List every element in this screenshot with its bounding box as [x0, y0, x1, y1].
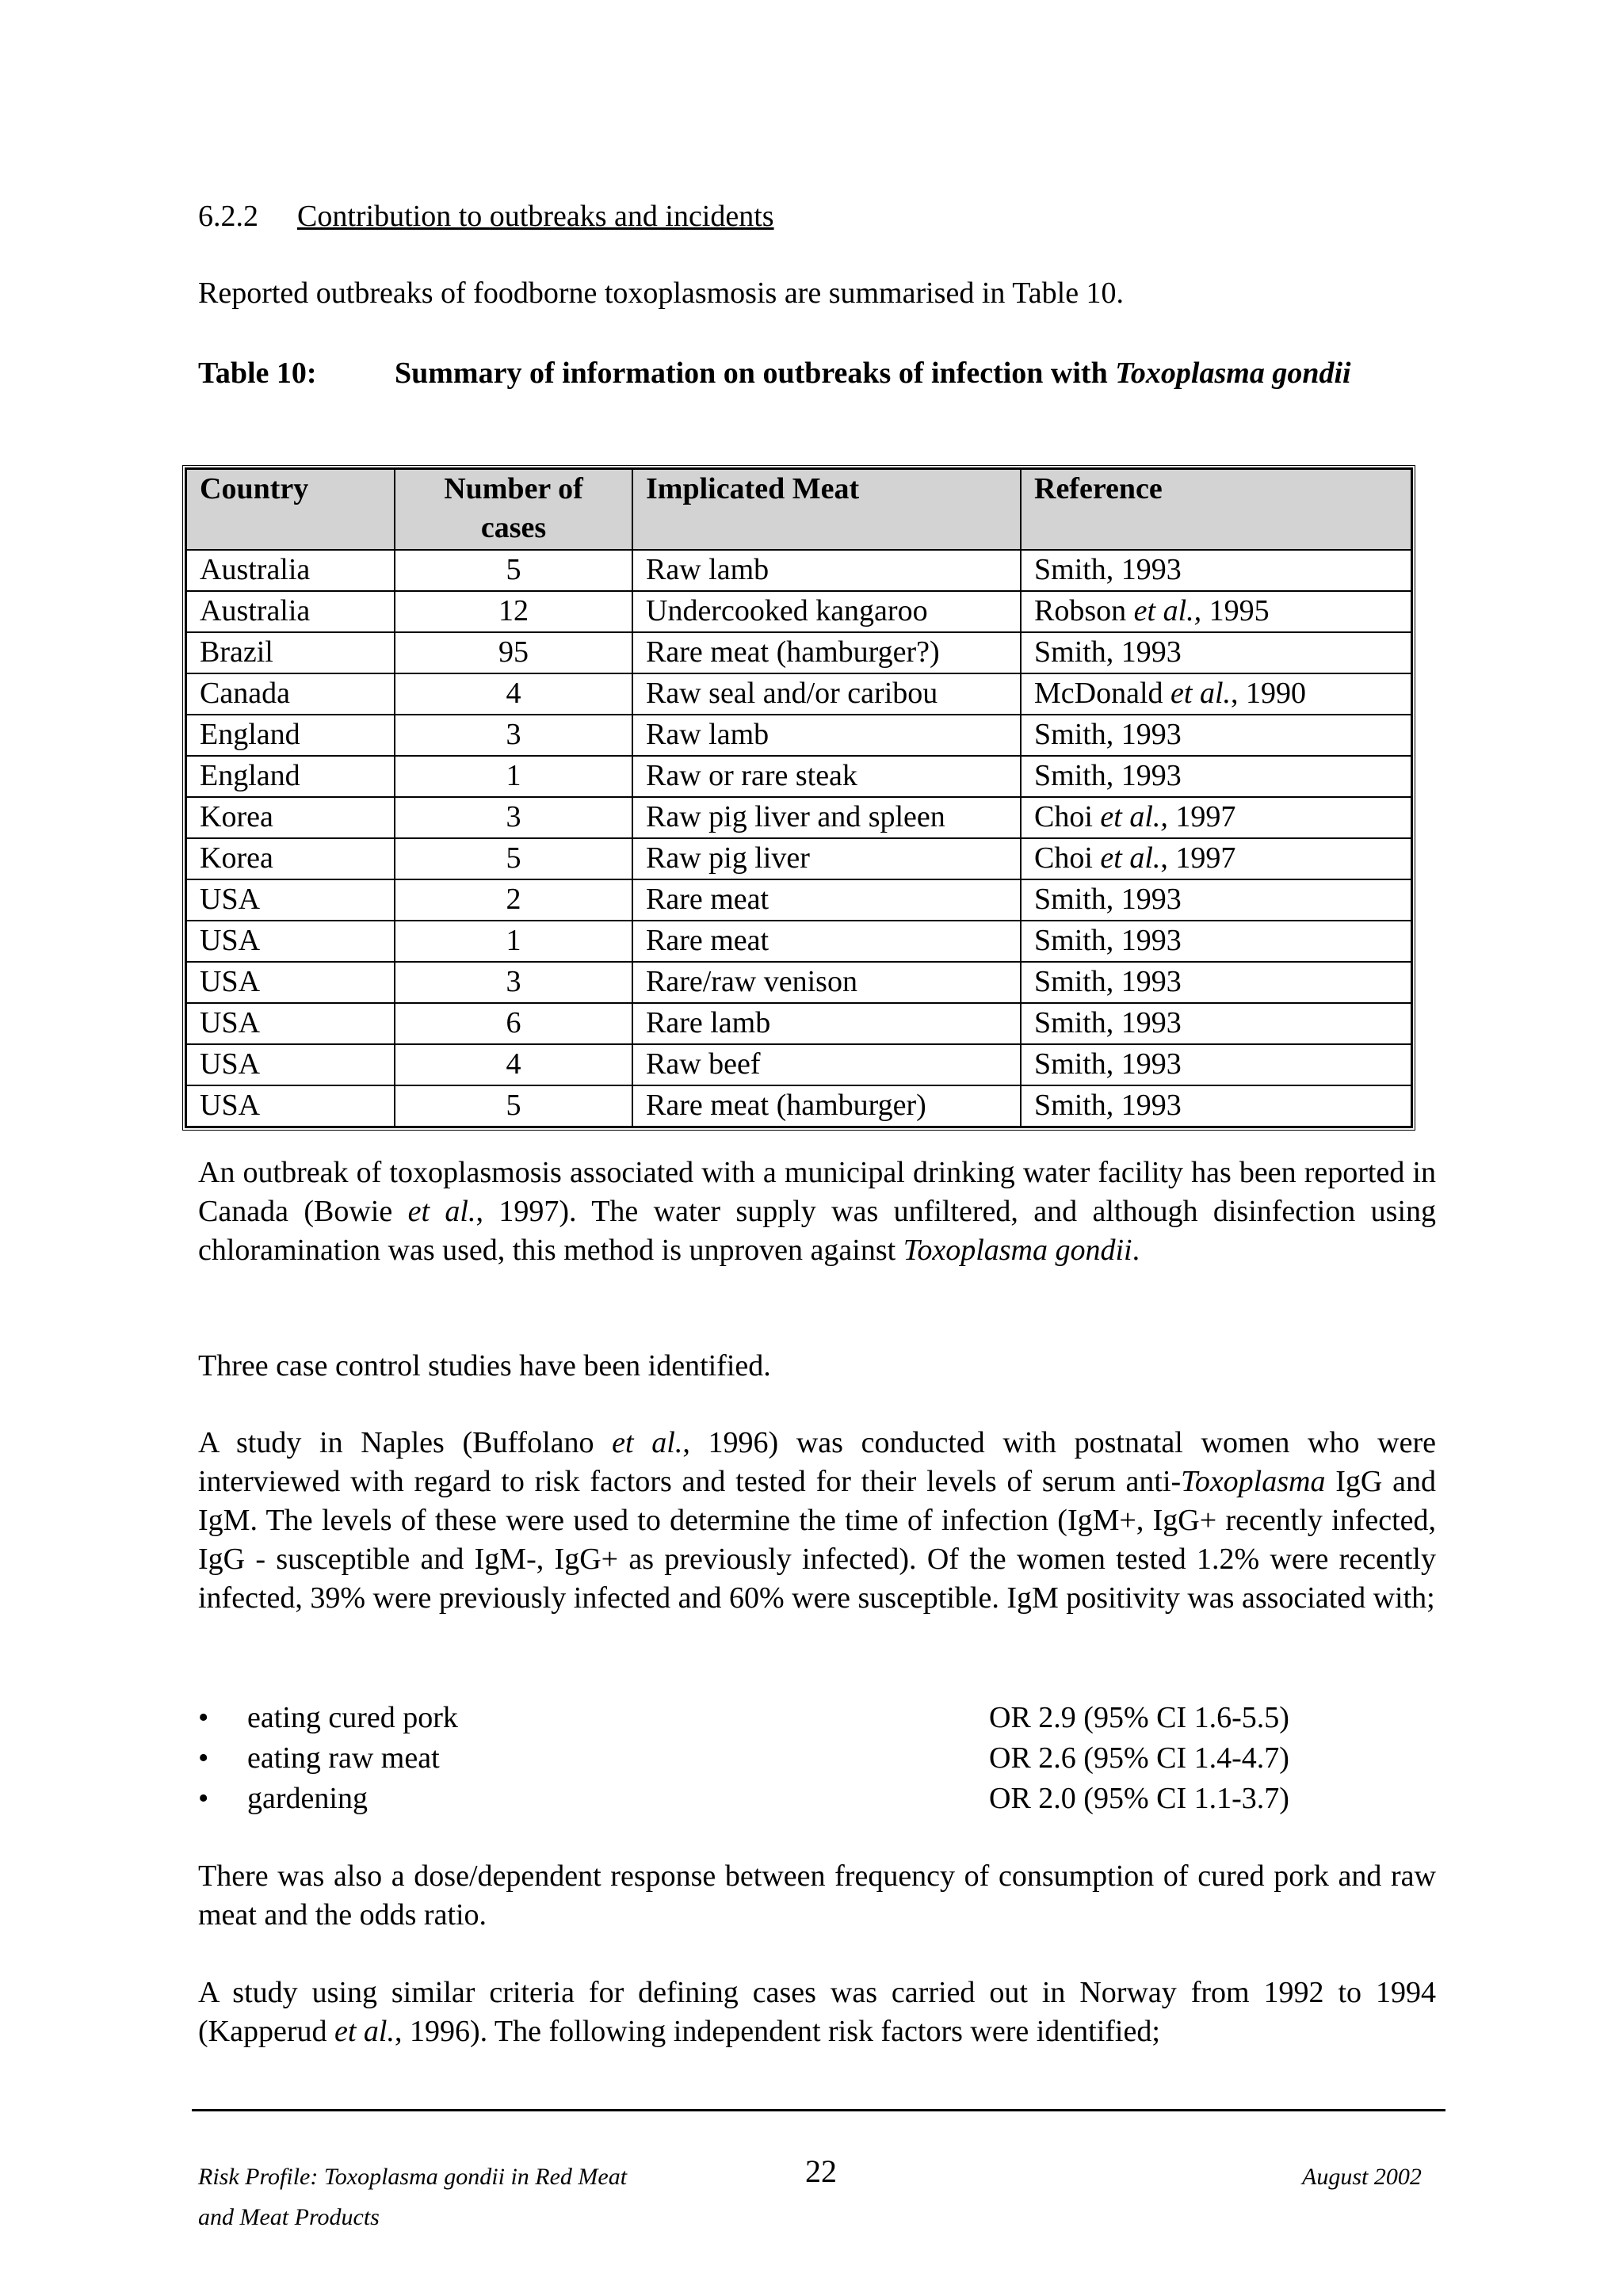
bullet-dot: •: [198, 1701, 209, 1734]
section-number: 6.2.2: [198, 200, 258, 233]
odds-ratio-value: OR 2.9 (95% CI 1.6-5.5): [989, 1701, 1289, 1734]
table-row: [186, 550, 1411, 591]
cell-country: Korea: [186, 797, 395, 838]
table-row: [186, 1085, 1411, 1127]
table-row: [186, 879, 1411, 921]
cell-reference: Smith, 1993: [1021, 879, 1411, 921]
cell-implicated-meat: Rare meat (hamburger?): [632, 632, 1021, 673]
cell-reference: Choi et al., 1997: [1021, 838, 1411, 879]
footer-date: August 2002: [1302, 2164, 1422, 2190]
header-reference: Reference: [1021, 469, 1411, 550]
footer-divider: [192, 2109, 1445, 2111]
cell-implicated-meat: Raw seal and/or caribou: [632, 673, 1021, 715]
norway-study-paragraph: A study using similar criteria for defining cases was carried out in Norway from 1992 to 1994 (Kapperud et al., 1996). The following independent risk factors were identified;: [198, 1976, 1436, 2048]
cell-country: USA: [186, 879, 395, 921]
odds-ratio-value: OR 2.6 (95% CI 1.4-4.7): [989, 1741, 1289, 1775]
cell-implicated-meat: Raw beef: [632, 1044, 1021, 1085]
cell-reference: Smith, 1993: [1021, 756, 1411, 797]
cell-reference: Smith, 1993: [1021, 550, 1411, 591]
cell-country: Canada: [186, 673, 395, 715]
dose-response-paragraph: There was also a dose/dependent response between frequency of consumption of cured pork and raw meat and the odds ratio.: [198, 1859, 1436, 1932]
cell-implicated-meat: Rare meat: [632, 921, 1021, 962]
cell-country: England: [186, 715, 395, 756]
intro-paragraph: Reported outbreaks of foodborne toxoplasmosis are summarised in Table 10.: [198, 277, 1125, 310]
cell-implicated-meat: Raw pig liver and spleen: [632, 797, 1021, 838]
section-title: Contribution to outbreaks and incidents: [297, 200, 774, 233]
page-number: 22: [805, 2153, 837, 2189]
cell-implicated-meat: Undercooked kangaroo: [632, 591, 1021, 632]
bullet-dot: •: [198, 1782, 209, 1815]
water-outbreak-paragraph: An outbreak of toxoplasmosis associated with a municipal drinking water facility has been reported in Canada (Bowie et al., 1997). The water supply was unfiltered, and although disinfection using chloramination was used, this method is unproven against Toxoplasma gondii.: [198, 1156, 1437, 1267]
cell-number-of-cases: 3: [395, 797, 632, 838]
table-row: [186, 838, 1411, 879]
table-row: [186, 962, 1411, 1003]
cell-country: Australia: [186, 550, 395, 591]
table-caption-label: Table 10:: [198, 357, 317, 390]
cell-reference: Smith, 1993: [1021, 632, 1411, 673]
table-row: [186, 1044, 1411, 1085]
table-row: [186, 715, 1411, 756]
case-control-paragraph: Three case control studies have been identified.: [198, 1349, 771, 1383]
header-implicated-meat: Implicated Meat: [632, 469, 1021, 550]
cell-number-of-cases: 4: [395, 673, 632, 715]
table-row: [186, 1003, 1411, 1044]
risk-factor-label: eating cured pork: [247, 1701, 458, 1734]
cell-country: Australia: [186, 591, 395, 632]
cell-number-of-cases: 4: [395, 1044, 632, 1085]
cell-number-of-cases: 5: [395, 838, 632, 879]
odds-ratio-value: OR 2.0 (95% CI 1.1-3.7): [989, 1782, 1289, 1815]
cell-number-of-cases: 95: [395, 632, 632, 673]
cell-reference: Smith, 1993: [1021, 1044, 1411, 1085]
cell-reference: Robson et al., 1995: [1021, 591, 1411, 632]
cell-reference: Smith, 1993: [1021, 715, 1411, 756]
table-row: [186, 756, 1411, 797]
cell-country: England: [186, 756, 395, 797]
cell-number-of-cases: 5: [395, 550, 632, 591]
cell-implicated-meat: Rare meat (hamburger): [632, 1085, 1021, 1127]
table-row: [186, 591, 1411, 632]
bullet-dot: •: [198, 1741, 209, 1775]
section-heading: [198, 196, 774, 236]
table-caption-title: Summary of information on outbreaks of infection with Toxoplasma gondii: [395, 357, 1351, 390]
cell-implicated-meat: Rare lamb: [632, 1003, 1021, 1044]
cell-number-of-cases: 1: [395, 921, 632, 962]
risk-factor-label: gardening: [247, 1782, 368, 1815]
cell-number-of-cases: 2: [395, 879, 632, 921]
cell-reference: Smith, 1993: [1021, 921, 1411, 962]
cell-implicated-meat: Rare meat: [632, 879, 1021, 921]
cell-country: Brazil: [186, 632, 395, 673]
table-header-row: [186, 469, 1411, 550]
cell-implicated-meat: Raw pig liver: [632, 838, 1021, 879]
cell-country: USA: [186, 1044, 395, 1085]
table-row: [186, 673, 1411, 715]
cell-implicated-meat: Raw lamb: [632, 715, 1021, 756]
cell-number-of-cases: 3: [395, 715, 632, 756]
header-country: Country: [186, 469, 395, 550]
cell-reference: Smith, 1993: [1021, 962, 1411, 1003]
cell-country: Korea: [186, 838, 395, 879]
outbreaks-table: [182, 465, 1415, 1131]
cell-number-of-cases: 1: [395, 756, 632, 797]
cell-implicated-meat: Raw or rare steak: [632, 756, 1021, 797]
cell-number-of-cases: 12: [395, 591, 632, 632]
cell-number-of-cases: 6: [395, 1003, 632, 1044]
table-row: [186, 632, 1411, 673]
cell-reference: Smith, 1993: [1021, 1003, 1411, 1044]
cell-number-of-cases: 5: [395, 1085, 632, 1127]
cell-reference: Smith, 1993: [1021, 1085, 1411, 1127]
cell-country: USA: [186, 1003, 395, 1044]
footer-document-title: Risk Profile: Toxoplasma gondii in Red Meat and Meat Products: [198, 2164, 628, 2230]
cell-country: USA: [186, 921, 395, 962]
risk-factor-label: eating raw meat: [247, 1741, 440, 1775]
cell-country: USA: [186, 1085, 395, 1127]
cell-country: USA: [186, 962, 395, 1003]
cell-number-of-cases: 3: [395, 962, 632, 1003]
header-number-of-cases: Number of cases: [395, 469, 632, 550]
naples-study-paragraph: A study in Naples (Buffolano et al., 1996) was conducted with postnatal women who were interviewed with regard to risk factors and tested for their levels of serum anti-Toxoplasma IgG and IgM. The levels of these were used to determine the time of infection (IgM+, IgG+ recently infected, IgG - susceptible and IgM-, IgG+ as previously infected). Of the women tested 1.2% were recently infected, 39% were previously infected and 60% were susceptible. IgM positivity was associated with;: [198, 1426, 1436, 1615]
cell-implicated-meat: Raw lamb: [632, 550, 1021, 591]
cell-reference: Choi et al., 1997: [1021, 797, 1411, 838]
table-row: [186, 921, 1411, 962]
cell-reference: McDonald et al., 1990: [1021, 673, 1411, 715]
cell-implicated-meat: Rare/raw venison: [632, 962, 1021, 1003]
table-row: [186, 797, 1411, 838]
